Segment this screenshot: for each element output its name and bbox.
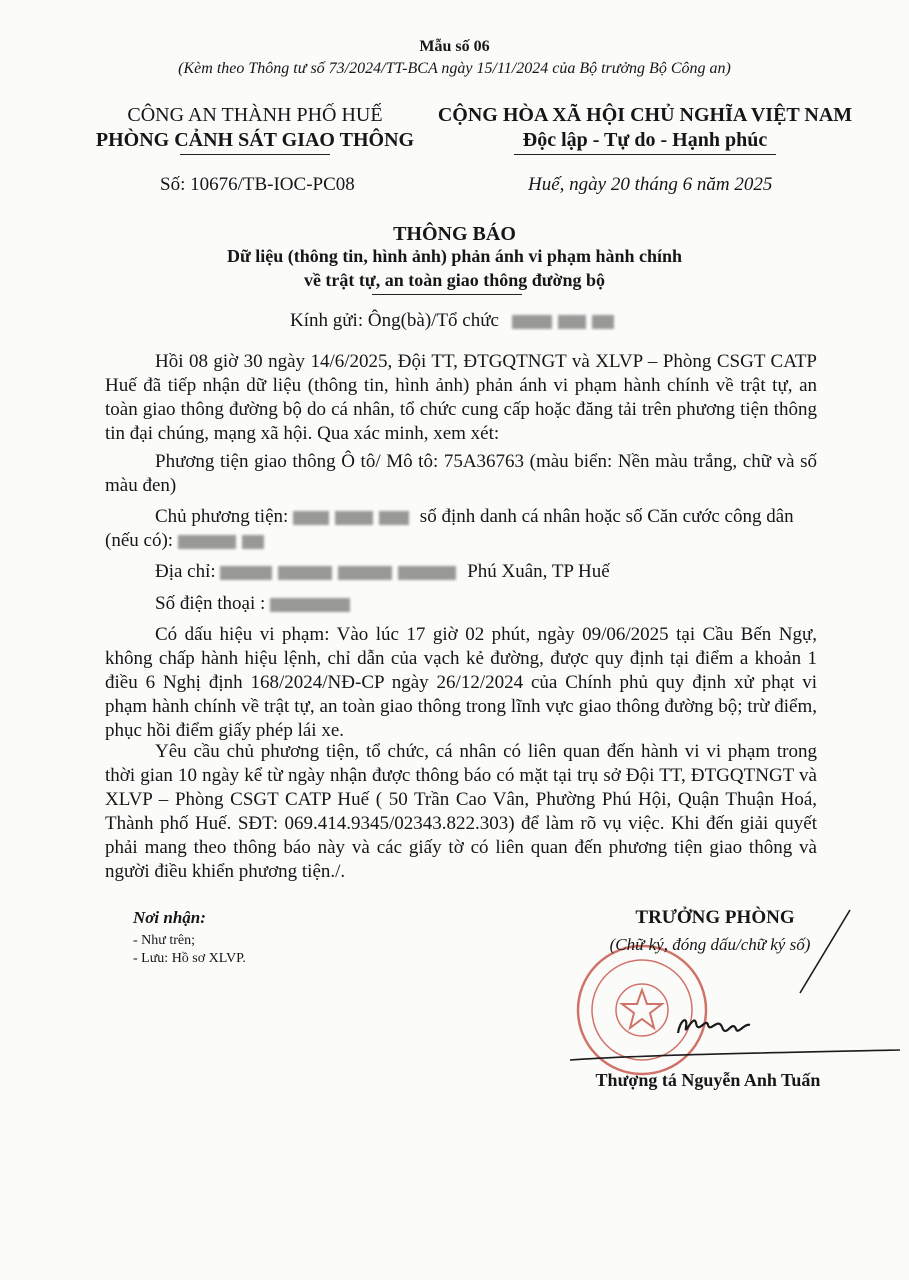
address-tail: Phú Xuân, TP Huế <box>467 561 610 582</box>
recipient-item-2: - Lưu: Hồ sơ XLVP. <box>133 951 246 966</box>
agency-line-2: PHÒNG CẢNH SÁT GIAO THÔNG <box>95 129 415 151</box>
redacted-address <box>220 566 272 580</box>
redacted-address <box>398 566 456 580</box>
form-number: Mẫu số 06 <box>419 38 490 55</box>
redacted-recipient <box>512 315 552 329</box>
redacted-address <box>338 566 392 580</box>
request-paragraph: Yêu cầu chủ phương tiện, tổ chức, cá nhân có liên quan đến hành vi vi phạm trong thời gian 10 ngày kể từ ngày nhận được thông báo có mặt tại trụ sở Đội TT, ĐTGQTNGT và XLVP – Phòng CSGT CATP Huế ( 50 Trần Cao Vân, Phường Phú Hội, Quận Thuận Hoá, Thành phố Huế. SĐT: 069.414.9345/02343.822.303) để làm rõ vụ việc. Khi đến giải quyết phải mang theo thông báo này và các giấy tờ có liên quan đến phương tiện giao thông và người điều khiển phương tiện./. <box>105 741 817 882</box>
vehicle-info: Phương tiện giao thông Ô tô/ Mô tô: 75A36763 (màu biển: Nền màu trắng, chữ và số màu đen) <box>105 451 817 496</box>
owner-line <box>155 505 825 529</box>
signer-title: TRƯỞNG PHÒNG <box>635 907 795 928</box>
document-date: Huế, ngày 20 tháng 6 năm 2025 <box>528 174 773 195</box>
recipients-label: Nơi nhận: <box>133 908 206 927</box>
motto-underline <box>514 154 776 155</box>
redacted-id <box>178 535 236 549</box>
owner-id-label: số định danh cá nhân hoặc số Căn cước công dân <box>419 506 794 527</box>
redacted-recipient <box>592 315 614 329</box>
owner-label: Chủ phương tiện: <box>155 506 289 527</box>
notice-title: THÔNG BÁO <box>393 223 516 245</box>
nation-header <box>420 103 870 155</box>
redacted-phone <box>270 598 350 612</box>
agency-line-1: CÔNG AN THÀNH PHỐ HUẾ <box>127 104 383 126</box>
redacted-id <box>242 535 264 549</box>
subtitle-underline <box>372 294 522 295</box>
redacted-recipient <box>558 315 586 329</box>
address-line <box>155 560 610 584</box>
nation-line-1: CỘNG HÒA XÃ HỘI CHỦ NGHĨA VIỆT NAM <box>437 104 853 126</box>
redacted-owner <box>335 511 373 525</box>
document-number: Số: 10676/TB-IOC-PC08 <box>160 174 355 195</box>
phone-label: Số điện thoại : <box>155 593 266 614</box>
recipient-label: Kính gửi: Ông(bà)/Tổ chức <box>290 310 499 331</box>
violation-paragraph: Có dấu hiệu vi phạm: Vào lúc 17 giờ 02 phút, ngày 09/06/2025 tại Cầu Bến Ngự, không chấp hành hiệu lệnh, chỉ dẫn của vạch kẻ đường, được quy định tại điểm a khoản 1 điều 6 Nghị định 168/2024/NĐ-CP ngày 26/12/2024 của Chính phủ quy định xử phạt vi phạm hành chính về trật tự, an toàn giao thông trong lĩnh vực giao thông đường bộ; trừ điểm, phục hồi điểm giấy phép lái xe. <box>105 624 817 741</box>
address-label: Địa chỉ: <box>155 561 216 582</box>
agency-header <box>80 103 430 155</box>
signature-icon <box>560 905 909 1080</box>
notice-subtitle-1: Dữ liệu (thông tin, hình ảnh) phản ánh vi phạm hành chính <box>227 246 682 266</box>
agency-underline <box>180 154 330 155</box>
recipient-line <box>290 310 620 332</box>
paragraph-intro: Hồi 08 giờ 30 ngày 14/6/2025, Đội TT, ĐTGQTNGT và XLVP – Phòng CSGT CATP Huế đã tiếp nhận dữ liệu (thông tin, hình ảnh) phản ánh vi phạm hành chính về trật tự, an toàn giao thông đường bộ do cá nhân, tổ chức cung cấp hoặc đăng tải trên phương tiện thông tin đại chúng, mạng xã hội. Qua xác minh, xem xét: <box>105 351 817 444</box>
nation-motto: Độc lập - Tự do - Hạnh phúc <box>522 129 768 151</box>
signer-name: Thượng tá Nguyễn Anh Tuấn <box>595 1070 821 1090</box>
notice-subtitle-2: về trật tự, an toàn giao thông đường bộ <box>303 270 606 290</box>
redacted-owner <box>379 511 409 525</box>
owner-id-line <box>105 529 270 553</box>
recipient-item-1: - Như trên; <box>133 933 196 948</box>
redacted-address <box>278 566 332 580</box>
signature-note: (Chữ ký, đóng dấu/chữ ký số) <box>609 935 811 954</box>
form-note: (Kèm theo Thông tư số 73/2024/TT-BCA ngày 15/11/2024 của Bộ trưởng Bộ Công an) <box>178 60 731 77</box>
phone-line <box>155 592 356 616</box>
owner-id-if-label: (nếu có): <box>105 530 174 551</box>
redacted-owner <box>293 511 329 525</box>
